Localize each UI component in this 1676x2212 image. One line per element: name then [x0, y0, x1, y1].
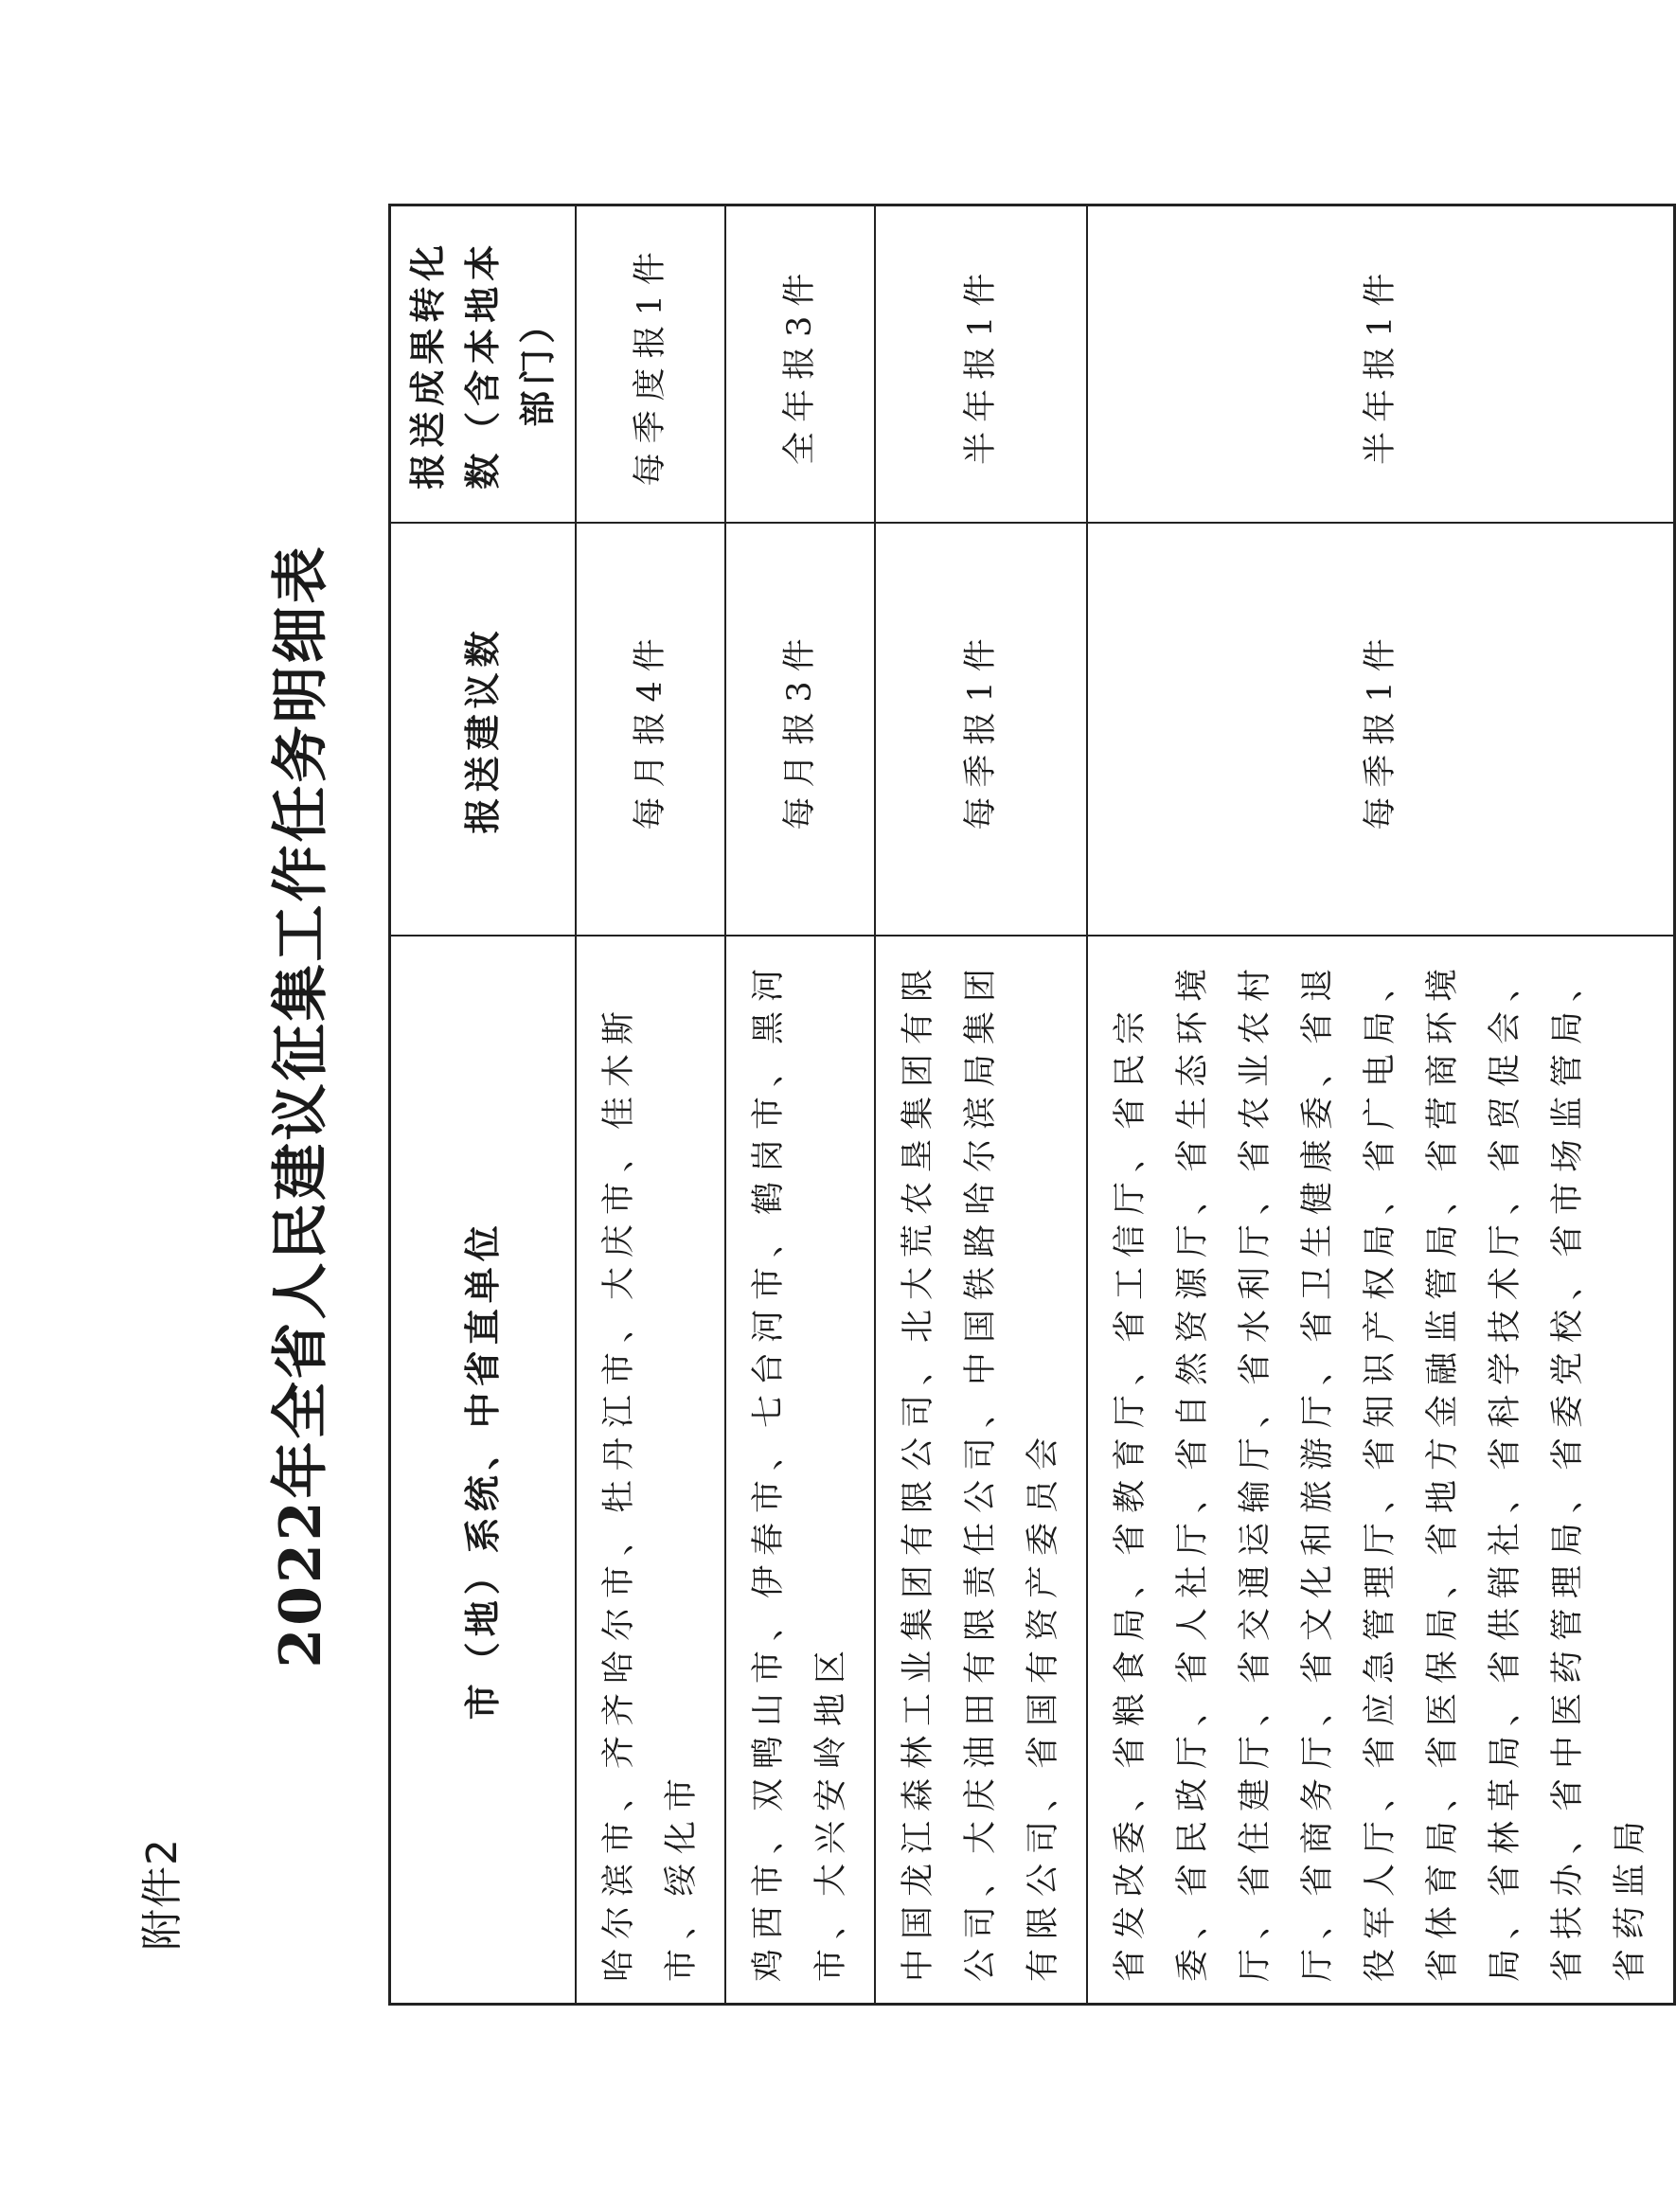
- header-conversions: 报送成果转化数（含本地本部门）: [390, 205, 577, 524]
- task-table: [388, 204, 1676, 2006]
- table-row: [1087, 205, 1675, 2005]
- row-suggestions: 每季报1件: [875, 524, 1087, 937]
- row-units: 中国龙江森林工业集团有限公司、北大荒农垦集团有限公司、大庆油田有限责任公司、中国铁路哈尔滨局集团有限公司、省国有资产委员会: [875, 937, 1087, 2005]
- row-conversions: 每季度报1件: [576, 205, 725, 524]
- table-row: [875, 205, 1087, 2005]
- table-row: [725, 205, 875, 2005]
- row-suggestions: 每季报1件: [1087, 524, 1675, 937]
- header-suggestions: 报送建议数: [390, 524, 577, 937]
- attachment-label: 附件2: [138, 1838, 187, 1951]
- row-suggestions: 每月报4件: [576, 524, 725, 937]
- row-suggestions: 每月报3件: [725, 524, 875, 937]
- row-conversions: 全年报3件: [725, 205, 875, 524]
- row-units: 省发改委、省粮食局、省教育厅、省工信厅、省民宗委、省民政厅、省人社厅、省自然资源厅、省生态环境厅、省住建厅、省交通运输厅、省水利厅、省农业农村厅、省商务厅、省文化和旅游厅、省卫生健康委、省退役军人厅、省应急管理厅、省知识产权局、省广电局、省体育局、省医保局、省地方金融监管局、省营商环境局、省林草局、省供销社、省科学技术厅、省贸促会、省扶办、省中医药管理局、省委党校、省市场监管局、省药监局: [1087, 937, 1675, 2005]
- row-conversions: 半年报1件: [875, 205, 1087, 524]
- row-conversions: 半年报1件: [1087, 205, 1675, 524]
- row-units: 鸡西市、双鸭山市、伊春市、七台河市、鹤岗市、黑河市、大兴安岭地区: [725, 937, 875, 2005]
- table-row: [576, 205, 725, 2005]
- table-header-row: [390, 205, 577, 2005]
- document-title: 2022年全省人民建议征集工作任务明细表: [268, 544, 334, 1668]
- header-units: 市（地）系统、中省直单位: [390, 937, 577, 2005]
- row-units: 哈尔滨市、齐齐哈尔市、牡丹江市、大庆市、佳木斯市、绥化市: [576, 937, 725, 2005]
